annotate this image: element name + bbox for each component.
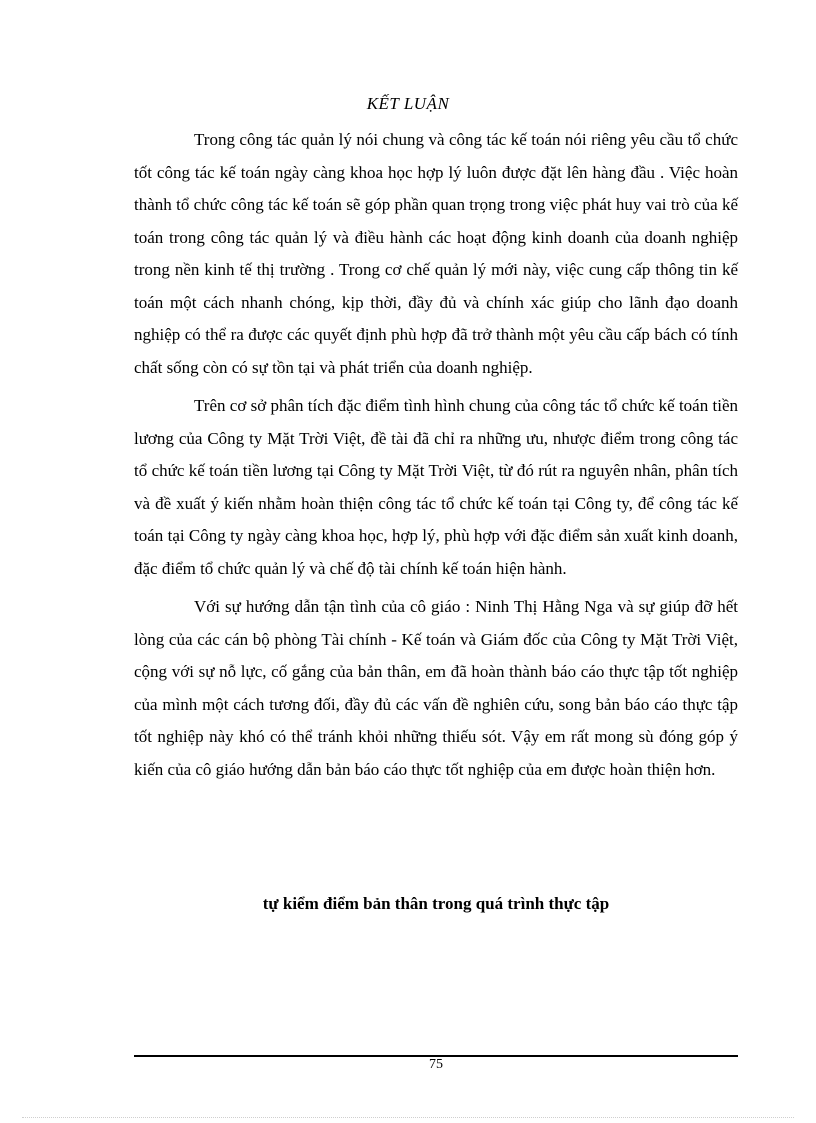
section-subtitle: tự kiểm điểm bản thân trong quá trình thực tập [262,894,610,913]
paragraph-1: Trong công tác quản lý nói chung và công tác kế toán nói riêng yêu cầu tổ chức tốt công tác kế toán ngày càng khoa học hợp lý luôn được đặt lên hàng đầu . Việc hoàn thành tổ chức công tác kế toán sẽ góp phần quan trọng trong việc phát huy vai trò của kế toán trong công tác quản lý và điều hành các hoạt động kinh doanh của doanh nghiệp trong nền kinh tế thị trường . Trong cơ chế quản lý mới này, việc cung cấp thông tin kế toán một cách nhanh chóng, kịp thời, đầy đủ và chính xác giúp cho lãnh đạo doanh nghiệp có thể ra được các quyết định phù hợp đã trở thành một yêu cầu cấp bách có tính chất sống còn có sự tồn tại và phát triển của doanh nghiệp. [134,130,738,377]
page-bottom-edge [22,1117,794,1118]
paragraph-3: Với sự hướng dẫn tận tình của cô giáo : Ninh Thị Hằng Nga và sự giúp đỡ hết lòng của các cán bộ phòng Tài chính - Kế toán và Giám đốc của Công ty Mặt Trời Việt, cộng với sự nỗ lực, cố gắng của bản thân, em đã hoàn thành báo cáo thực tập tốt nghiệp của mình một cách tương đối, đầy đủ các vấn đề nghiên cứu, song bản báo cáo thực tập tốt nghiệp này khó có thể tránh khỏi những thiếu sót. Vậy em rất mong sù đóng góp ý kiến của cô giáo hướng dẫn bản báo cáo thực tốt nghiệp của em được hoàn thiện hơn. [134,597,738,779]
paragraph-2: Trên cơ sở phân tích đặc điểm tình hình chung của công tác tổ chức kế toán tiền lương của Công ty Mặt Trời Việt, đề tài đã chỉ ra những ưu, nhược điểm trong công tác tổ chức kế toán tiền lương tại Công ty Mặt Trời Việt, từ đó rút ra nguyên nhân, phân tích và đề xuất ý kiến nhằm hoàn thiện công tác tổ chức kế toán tại Công ty, để công tác kế toán tại Công ty ngày càng khoa học, hợp lý, phù hợp với đặc điểm sản xuất kinh doanh, đặc điểm tổ chức quản lý và chế độ tài chính kế toán hiện hành. [134,396,738,578]
body-text [134,124,738,786]
page-title: KẾT LUẬN [366,94,450,113]
page-number: 75 [429,1057,443,1072]
